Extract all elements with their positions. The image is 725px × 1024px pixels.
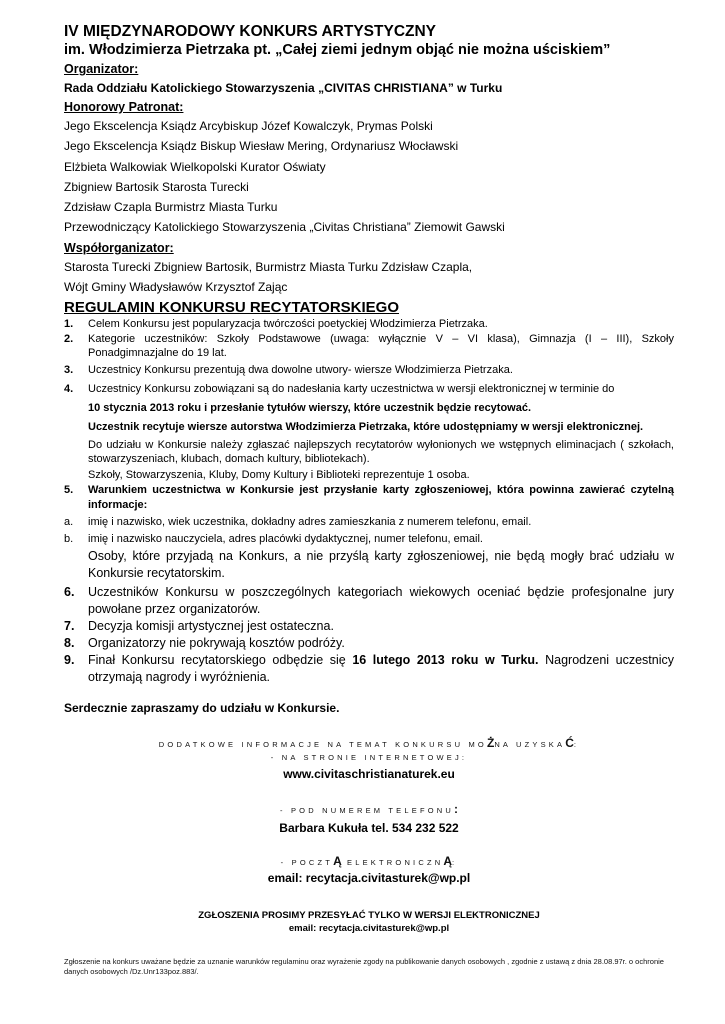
patronage-heading: Honorowy Patronat:: [64, 100, 184, 114]
rule-7: [64, 618, 674, 635]
more-info-letter: Ż: [486, 736, 495, 751]
patron-item: Jego Ekscelencja Ksiądz Biskup Wiesław Mering, Ordynariusz Włocławski: [64, 139, 459, 154]
phone-label-colon: :: [454, 802, 459, 817]
phone-label: [64, 804, 674, 816]
more-info-letter: Ć: [565, 736, 574, 751]
email-label-colon: :: [452, 858, 458, 868]
more-info-text: DODATKOWE INFORMACJE NA TEMAT KONKURSU MO: [158, 740, 487, 750]
rule-text: Warunkiem uczestnictwa w Konkursie jest przysłanie karty zgłoszeniowej, która powinna zawierać czytelną informacje:: [88, 484, 674, 511]
rule-4: [64, 382, 674, 397]
email-label-text: - POCZT: [280, 858, 334, 868]
contact-phone: Barbara Kukuła tel. 534 232 522: [279, 821, 459, 836]
organizer-heading: Organizator:: [64, 62, 139, 76]
rule-6: [64, 584, 674, 618]
rule-number: 4.: [64, 383, 74, 396]
more-info-text: NA UZYSKA: [494, 740, 566, 750]
website-label: - NA STRONIE INTERNETOWEJ:: [270, 753, 468, 763]
document-title: IV MIĘDZYNARODOWY KONKURS ARTYSTYCZNY: [64, 23, 437, 40]
rule-letter: b.: [64, 532, 74, 545]
rule-5: [64, 483, 674, 512]
rule-text: Organizatorzy nie pokrywają kosztów podróży.: [88, 636, 345, 651]
rule-text: imię i nazwisko nauczyciela, adres placówki dydaktycznej, numer telefonu, email.: [88, 532, 483, 545]
website-link[interactable]: www.civitaschristianaturek.eu: [283, 767, 455, 782]
rule-5-b: [64, 532, 674, 547]
patron-item: Przewodniczący Katolickiego Stowarzyszenia „Civitas Christiana” Ziemowit Gawski: [64, 220, 505, 235]
patron-item: Elżbieta Walkowiak Wielkopolski Kurator Oświaty: [64, 159, 326, 174]
submission-notice: ZGŁOSZENIA PROSIMY PRZESYŁAĆ TYLKO W WERSJI ELEKTRONICZNEJ: [198, 910, 540, 922]
document-subtitle: im. Włodzimierza Pietrzaka pt. „Całej ziemi jednym objąć nie można uściskiem”: [64, 42, 611, 58]
rule-text: Decyzja komisji artystycznej jest ostateczna.: [88, 619, 334, 634]
rule-number: 7.: [64, 619, 75, 634]
rule-4-representation: Szkoły, Stowarzyszenia, Kluby, Domy Kultury i Biblioteki reprezentuje 1 osoba.: [88, 468, 470, 481]
invitation-text: Serdecznie zapraszamy do udziału w Konkursie.: [64, 701, 340, 716]
submission-email[interactable]: email: recytacja.civitasturek@wp.pl: [288, 922, 450, 934]
rule-number: 8.: [64, 636, 75, 651]
rule-2: [64, 332, 674, 361]
more-info-label: [64, 738, 674, 750]
rule-number: 5.: [64, 484, 74, 497]
rule-4-deadline: 10 stycznia 2013 roku i przesłanie tytułów wierszy, które uczestnik będzie recytować.: [88, 401, 532, 414]
rule-1: [64, 317, 674, 332]
email-label-letter: Ą: [333, 854, 342, 869]
coorganizer-heading: Współorganizator:: [64, 240, 174, 255]
rule-4-paragraph: Do udziału w Konkursie należy zgłaszać najlepszych recytatorów wyłonionych we wstępnych eliminacjach ( szkołach, stowarzyszeniach, klubach, domach kultury, bibliotekach).: [88, 438, 674, 466]
email-label: [64, 856, 674, 868]
email-label-letter: Ą: [443, 854, 453, 869]
rule-9: [64, 652, 674, 686]
more-info-colon: :: [573, 740, 580, 750]
coorganizer-item: Starosta Turecki Zbigniew Bartosik, Burmistrz Miasta Turku Zdzisław Czapla,: [64, 259, 473, 274]
rule-text: Uczestnicy Konkursu prezentują dwa dowolne utwory- wiersze Włodzimierza Pietrzaka.: [88, 363, 513, 376]
rule-4-note: Uczestnik recytuje wiersze autorstwa Włodzimierza Pietrzaka, które udostępniamy w wersji elektronicznej.: [88, 421, 644, 434]
rule-number: 9.: [64, 653, 75, 668]
document-page: [64, 22, 674, 977]
coorganizer-item: Wójt Gminy Władysławów Krzysztof Zając: [64, 280, 288, 295]
rule-text: Uczestnicy Konkursu zobowiązani są do nadesłania karty uczestnictwa w wersji elektronicznej w terminie do: [88, 383, 615, 396]
organizer-name: Rada Oddziału Katolickiego Stowarzyszenia „CIVITAS CHRISTIANA” w Turku: [64, 81, 503, 95]
rule-text: Uczestników Konkursu w poszczególnych kategoriach wiekowych oceniać będzie profesjonalne jury powołane przez organizatorów.: [88, 585, 674, 617]
rule-3: [64, 363, 674, 378]
patron-item: Zbigniew Bartosik Starosta Turecki: [64, 179, 249, 194]
privacy-footnote: Zgłoszenie na konkurs uważane będzie za uznanie warunków regulaminu oraz wyrażenie zgody na publikowanie danych osobowych , zgodnie z ustawą z dnia 28.08.97r. o ochronie danych osobowych /Dz.Unr133poz.883/.: [64, 957, 664, 977]
rule-number: 6.: [64, 585, 75, 600]
rule-5-note: Osoby, które przyjadą na Konkurs, a nie przyślą karty zgłoszeniowej, nie będą mogły brać udziału w Konkursie recytatorskim.: [88, 549, 674, 581]
final-date: 16 lutego 2013 roku w Turku.: [352, 653, 539, 668]
rule-text: Celem Konkursu jest popularyzacja twórczości poetyckiej Włodzimierza Pietrzaka.: [88, 318, 488, 331]
patron-item: Jego Ekscelencja Ksiądz Arcybiskup Józef Kowalczyk, Prymas Polski: [64, 119, 433, 133]
rule-9-text-start: Finał Konkursu recytatorskiego odbędzie się: [88, 653, 353, 668]
rule-9-text-end: Nagrodzeni uczestnicy otrzymają nagrody i wyróżnienia.: [88, 653, 674, 685]
rule-number: 1.: [64, 318, 74, 331]
rule-8: [64, 635, 674, 652]
rule-number: 2.: [64, 332, 74, 345]
rule-letter: a.: [64, 516, 74, 529]
rule-text: imię i nazwisko, wiek uczestnika, dokładny adres zamieszkania z numerem telefonu, email.: [88, 516, 532, 529]
rule-5-a: [64, 515, 674, 530]
phone-label-text: - POD NUMEREM TELEFONU: [279, 806, 455, 816]
rule-text: [88, 653, 674, 684]
rule-number: 3.: [64, 363, 74, 376]
rule-text: Kategorie uczestników: Szkoły Podstawowe (uwaga: wyłącznie V – VI klasa), Gimnazja (I – III), Szkoły Ponadgimnazjalne do 19 lat.: [88, 332, 674, 360]
patron-item: Zdzisław Czapla Burmistrz Miasta Turku: [64, 200, 278, 215]
contact-email[interactable]: email: recytacja.civitasturek@wp.pl: [267, 871, 471, 886]
email-label-text: ELEKTRONICZN: [341, 858, 444, 868]
regulations-heading: REGULAMIN KONKURSU RECYTATORSKIEGO: [64, 299, 400, 317]
